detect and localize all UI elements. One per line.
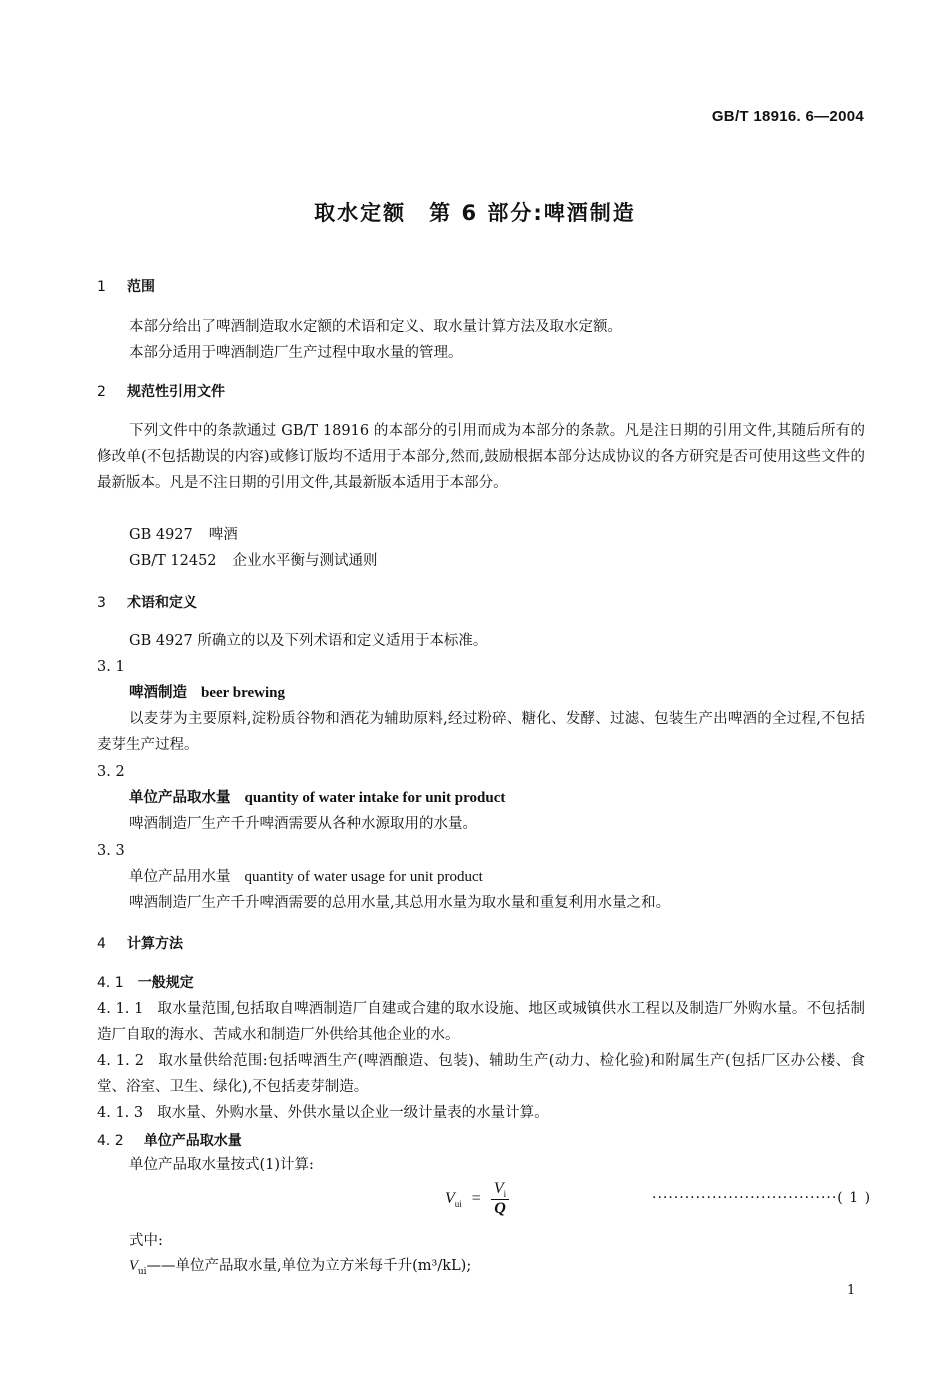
term-english: beer brewing: [201, 685, 286, 701]
term-definition: 以麦芽为主要原料,淀粉质谷物和酒花为辅助原料,经过粉碎、糖化、发酵、过滤、包装生产出啤酒的全过程,不包括麦芽生产过程。: [97, 711, 865, 753]
clause-text: 取水量供给范围:包括啤酒生产(啤酒酿造、包装)、辅助生产(动力、检化验)和附属生产(包括厂区办公楼、食堂、浴室、卫生、绿化),不包括麦芽制造。: [97, 1053, 865, 1095]
formula-lhs-subscript: ui: [454, 1198, 462, 1209]
term-definition: 啤酒制造厂生产千升啤酒需要的总用水量,其总用水量为取水量和重复利用水量之和。: [129, 895, 671, 911]
subsection-heading: [97, 972, 194, 992]
formula-numerator: [491, 1180, 509, 1200]
section-3-heading: [97, 592, 197, 612]
reference-title: 啤酒: [208, 527, 238, 543]
term-english: quantity of water intake for unit product: [244, 790, 506, 806]
subsection-title: 单位产品取水量: [143, 1133, 242, 1149]
section-number: 1: [97, 279, 106, 295]
paragraph: GB 4927 所确立的以及下列术语和定义适用于本标准。: [129, 633, 488, 649]
equation-number: ··································( 1 ): [652, 1190, 872, 1206]
variable-subscript: ui: [137, 1266, 147, 1277]
subsection-number: 4. 2: [97, 1133, 124, 1149]
reference-code: GB/T 12452: [129, 553, 217, 569]
variable-symbol: V: [129, 1258, 138, 1274]
term-chinese: 单位产品用水量: [129, 869, 231, 885]
clause-text: 取水量、外购水量、外供水量以企业一级计量表的水量计算。: [157, 1105, 549, 1121]
section-2-heading: [97, 381, 225, 401]
subsection-number: 4. 1: [97, 975, 124, 991]
paragraph: 本部分适用于啤酒制造厂生产过程中取水量的管理。: [129, 345, 463, 361]
clause-number: 4. 1. 3: [97, 1105, 144, 1121]
paragraph: 单位产品取水量按式(1)计算:: [129, 1157, 314, 1173]
section-1-heading: [97, 276, 155, 296]
subsection-heading: [97, 1130, 242, 1150]
clause: [97, 1100, 865, 1126]
normative-reference: [129, 522, 238, 548]
where-label: 式中:: [129, 1233, 163, 1249]
numerator-symbol: V: [493, 1180, 504, 1197]
section-title: 术语和定义: [127, 595, 197, 611]
section-title: 规范性引用文件: [127, 384, 225, 400]
term-number: 3. 2: [97, 764, 125, 780]
term-chinese: 啤酒制造: [129, 685, 187, 701]
formula-denominator: Q: [494, 1200, 506, 1218]
variable-description: ——单位产品取水量,单位为立方米每千升(m³/kL);: [146, 1258, 472, 1274]
clause-number: 4. 1. 1: [97, 1001, 144, 1017]
clause: [97, 1048, 865, 1100]
page-number: 1: [847, 1283, 856, 1298]
reference-title: 企业水平衡与测试通则: [232, 553, 378, 569]
section-number: 2: [97, 384, 106, 400]
term-entry: [129, 785, 505, 811]
reference-code: GB 4927: [129, 527, 193, 543]
formula-fraction: [491, 1180, 509, 1218]
document-title: 取水定额 第 6 部分:啤酒制造: [314, 201, 636, 225]
variable-definition: [129, 1253, 471, 1285]
paragraph: 下列文件中的条款通过 GB/T 18916 的本部分的引用而成为本部分的条款。凡是注日期的引用文件,其随后所有的修改单(不包括勘误的内容)或修订版均不适用于本部分,然而,鼓励根据本部分达成协议的各方研究是否可使用这些文件的最新版本。凡是不注日期的引用文件,其最新版本适用于本部分。: [97, 423, 865, 491]
formula: [445, 1180, 509, 1218]
section-number: 4: [97, 936, 106, 952]
term-definition: 啤酒制造厂生产千升啤酒需要从各种水源取用的水量。: [129, 816, 477, 832]
term-number: 3. 1: [97, 659, 125, 675]
numerator-subscript: i: [503, 1189, 507, 1200]
formula-equals: =: [471, 1189, 481, 1207]
normative-reference: [129, 548, 378, 574]
formula-lhs: V: [445, 1189, 455, 1207]
clause: [97, 996, 865, 1048]
term-chinese: 单位产品取水量: [129, 790, 231, 806]
section-number: 3: [97, 595, 106, 611]
paragraph: 本部分给出了啤酒制造取水定额的术语和定义、取水量计算方法及取水定额。: [129, 319, 622, 335]
term-entry: [129, 680, 285, 706]
term-entry: [129, 864, 483, 890]
section-4-heading: [97, 933, 183, 953]
standard-number: GB/T 18916. 6—2004: [711, 108, 864, 125]
term-number: 3. 3: [97, 843, 125, 859]
section-title: 范围: [127, 279, 155, 295]
section-title: 计算方法: [127, 936, 183, 952]
clause-text: 取水量范围,包括取自啤酒制造厂自建或合建的取水设施、地区或城镇供水工程以及制造厂外购水量。不包括制造厂自取的海水、苦咸水和制造厂外供给其他企业的水。: [97, 1001, 865, 1043]
subsection-title: 一般规定: [137, 975, 194, 991]
clause-number: 4. 1. 2: [97, 1053, 144, 1069]
term-english: quantity of water usage for unit product: [244, 869, 483, 885]
